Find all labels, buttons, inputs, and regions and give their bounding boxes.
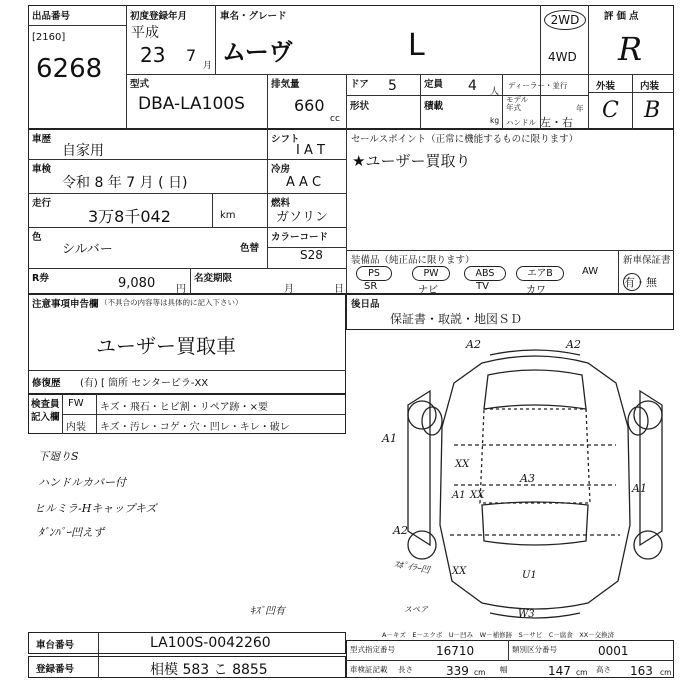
- mileage-unit: km: [220, 210, 236, 221]
- shape-label: 形状: [350, 101, 370, 112]
- mark-spoiler: ｽﾎﾟｲﾗｰ凹: [393, 559, 431, 577]
- drive-4wd: 4WD: [548, 50, 577, 64]
- mark-xx-left-1: XX: [455, 459, 470, 470]
- first-reg-era: 平成: [131, 25, 159, 41]
- mark-scratch-dent: ｷｽﾞ凹有: [250, 606, 285, 617]
- equip-sr: SR: [364, 281, 378, 292]
- evaluation-score: R: [618, 30, 643, 68]
- sales-point-value: ★ユーザー買取り: [352, 152, 471, 170]
- doors-value: 5: [388, 78, 397, 94]
- notes-sub: （不具合の内容等は具体的に記入下さい）: [100, 298, 243, 307]
- handwritten-note-3: ヒルミラ-Hキャップキズ: [34, 502, 157, 515]
- inspection-label: 車検: [32, 164, 52, 175]
- back-items-value: 保証書・取説・地図ＳＤ: [390, 312, 523, 326]
- exterior-grade: C: [602, 98, 619, 123]
- doors-label: ドア: [350, 79, 369, 90]
- equip-ps: PS: [356, 266, 392, 281]
- dims-wid: 147: [548, 664, 571, 678]
- lot-label: 出品番号: [32, 11, 71, 22]
- fuel-value: ガソリン: [276, 210, 329, 225]
- new-warranty-value: 有・無: [624, 276, 657, 289]
- capacity-unit: 人: [490, 87, 500, 97]
- equip-pw: PW: [412, 266, 450, 281]
- registration-label: 登録番号: [36, 664, 75, 675]
- shift-value: I A T: [296, 143, 325, 158]
- equip-navi: ナビ: [418, 285, 438, 296]
- fuel-label: 燃料: [271, 198, 291, 209]
- dims-len: 339: [446, 664, 469, 678]
- handwritten-note-4: ﾀﾞﾝﾊﾟｰ凹えず: [38, 526, 104, 539]
- model-year-unit: 年: [576, 104, 584, 113]
- notes-value: ユーザー買取車: [96, 334, 236, 358]
- type-spec-label: 型式指定番号: [350, 645, 395, 654]
- car-grade: L: [408, 28, 425, 63]
- lot-sub: [2160]: [32, 32, 66, 43]
- mark-a2-front-right: A2: [566, 338, 581, 351]
- mileage-label: 走行: [32, 198, 52, 209]
- name-change-day: 日: [334, 284, 344, 295]
- repair-value: (有) [ 箇所 センターピラ-XX: [80, 378, 209, 389]
- car-name-label: 車名・グレード: [220, 11, 287, 22]
- exterior-label: 外装: [596, 81, 616, 92]
- equip-aw: AW: [582, 266, 599, 277]
- dims-hei: 163: [630, 664, 653, 678]
- evaluation-label: 評価点: [604, 11, 642, 22]
- displacement-value: 660: [294, 96, 325, 115]
- model-value: DBA-LA100S: [138, 94, 245, 114]
- equip-leather: カワ: [526, 285, 546, 296]
- first-reg-label: 初度登録年月: [130, 11, 188, 22]
- mark-w3: W3: [518, 609, 535, 620]
- car-diagram: [390, 335, 680, 625]
- mark-xx-left-2: XX: [470, 490, 485, 501]
- new-warranty-circle: [623, 273, 641, 291]
- mileage-value: 3万8千042: [88, 207, 171, 226]
- ac-value: A A C: [286, 175, 322, 190]
- color-value: シルバー: [62, 242, 113, 257]
- new-warranty-label: 新車保証書: [623, 255, 671, 266]
- handle-label: ハンドル: [506, 118, 536, 127]
- handwritten-note-1: 下廻りS: [38, 450, 79, 463]
- inspector-fw-value: キズ・飛石・ヒビ割・リペア跡・×要: [100, 402, 268, 413]
- equip-tv: TV: [476, 281, 489, 292]
- ac-label: 冷房: [271, 164, 291, 175]
- model-label: 型式: [130, 79, 150, 90]
- mark-a1-right: A1: [632, 482, 647, 495]
- displacement-unit: cc: [330, 114, 340, 124]
- mark-a2-front-left: A2: [466, 338, 481, 351]
- sales-point-label: セールスポイント（正常に機能するものに限ります）: [351, 134, 579, 145]
- chassis-label: 車台番号: [36, 640, 75, 651]
- mark-a2-left-rear: A2: [393, 524, 408, 537]
- equipment-label: 装備品（純正品に限ります）: [351, 255, 475, 266]
- displacement-label: 排気量: [271, 79, 300, 90]
- dims-wid-label: 幅: [500, 665, 508, 674]
- dealer-label: ディーラー・並行: [508, 81, 568, 90]
- registration-value: 相模 583 こ 8855: [150, 662, 268, 678]
- recycle-label: R券: [32, 273, 49, 284]
- inspector-int-value: キズ・汚レ・コゲ・穴・凹レ・キレ・破レ: [100, 422, 290, 433]
- dims-label: 車検証記載: [350, 665, 388, 674]
- back-items-label: 後日品: [351, 299, 380, 310]
- first-reg-month: 7: [186, 46, 197, 65]
- handwritten-note-2: ハンドルカバー付: [38, 476, 126, 489]
- inspector-fw-label: FW: [68, 398, 84, 409]
- inspection-value: 令和 8 年 7 月 ( 日): [62, 175, 188, 191]
- class-no-value: 0001: [598, 644, 629, 658]
- history-value: 自家用: [62, 143, 104, 159]
- mark-a1-left-mid: A1: [452, 490, 466, 501]
- name-change-label: 名変期限: [194, 273, 233, 284]
- recycle-value: 9,080: [118, 276, 156, 291]
- mark-spare: スペア: [404, 605, 428, 614]
- color-change-label: 色替: [240, 243, 260, 254]
- name-change-month: 月: [284, 284, 294, 295]
- drive-2wd: 2WD: [544, 10, 586, 30]
- dims-hei-label: 高さ: [596, 665, 611, 674]
- color-code-label: カラーコード: [271, 232, 329, 243]
- equip-airbag: エアB: [516, 266, 564, 281]
- capacity-value: 4: [468, 78, 477, 94]
- mark-u1: U1: [522, 570, 537, 581]
- history-label: 車歴: [32, 134, 52, 145]
- dims-wid-unit: cm: [576, 668, 588, 677]
- color-code: S28: [300, 248, 323, 262]
- mark-xx-rear: XX: [452, 566, 467, 577]
- notes-label: 注意事項申告欄: [32, 299, 99, 310]
- inspector-int-label: 内装: [66, 422, 86, 433]
- model-year-label: モデル年式: [506, 95, 529, 112]
- shift-label: シフト: [271, 134, 300, 145]
- equip-abs: ABS: [464, 266, 506, 281]
- chassis-value: LA100S-0042260: [150, 635, 271, 651]
- color-label: 色: [32, 232, 42, 243]
- dims-hei-unit: cm: [660, 668, 672, 677]
- handle-value: 左・右: [540, 116, 573, 129]
- repair-label: 修復歴: [32, 378, 61, 389]
- type-spec-value: 16710: [436, 644, 475, 658]
- dims-len-label: 長さ: [398, 665, 413, 674]
- mark-a1-left-front: A1: [382, 432, 397, 445]
- first-reg-month-unit: 月: [203, 61, 213, 71]
- first-reg-year: 23: [140, 43, 166, 67]
- load-label: 積載: [424, 101, 444, 112]
- inspector-label: 検査員記入欄: [31, 399, 60, 423]
- lot-number: 6268: [36, 54, 103, 84]
- diagram-legend: A－キズ E－エクボ U－凹み W－補修跡 S－サビ C－腐食 XX－交換済: [382, 631, 615, 639]
- interior-label: 内装: [640, 81, 660, 92]
- load-unit: kg: [490, 116, 500, 125]
- car-name: ムーヴ: [222, 38, 293, 66]
- mark-a3-roof: A3: [520, 472, 535, 485]
- interior-grade: B: [644, 98, 661, 123]
- dims-len-unit: cm: [474, 668, 486, 677]
- class-no-label: 類別区分番号: [512, 645, 557, 654]
- capacity-label: 定員: [424, 79, 444, 90]
- recycle-unit: 円: [176, 284, 186, 295]
